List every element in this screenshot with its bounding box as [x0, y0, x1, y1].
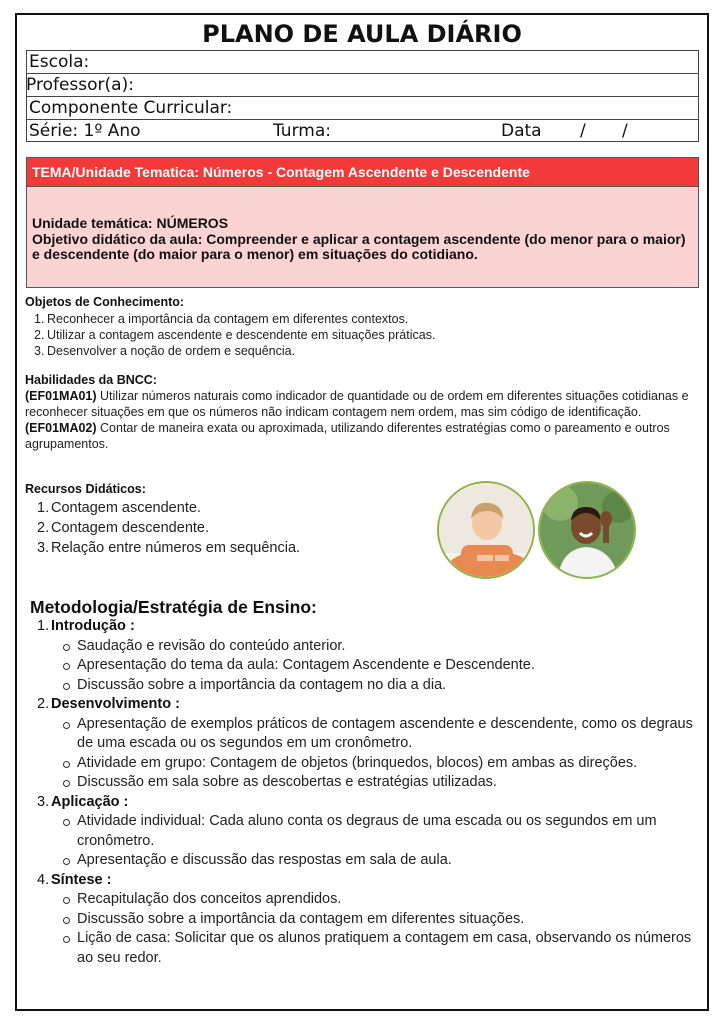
list-item: 2. Utilizar a contagem ascendente e descendente em situações práticas.	[34, 328, 436, 342]
habilidade-2: (EF01MA02) Contar de maneira exata ou aproximada, utilizando diferentes estratégias como o pareamento e outros agrupamentos.	[25, 421, 670, 451]
recursos-list	[37, 498, 300, 558]
step-label: 1. Introdução :	[37, 618, 135, 634]
list-item: 3. Desenvolver a noção de ordem e sequência.	[34, 344, 296, 358]
child-waving-photo	[538, 481, 636, 579]
metodologia-list	[37, 617, 705, 968]
list-item: Apresentação de exemplos práticos de contagem ascendente e descendente, como os degraus de uma escada ou os segundos em um cronômetro.	[37, 715, 705, 754]
step-label: 3. Aplicação :	[37, 793, 129, 810]
date-slash: /	[622, 121, 628, 141]
professor-field: Professor(a):	[27, 74, 698, 97]
serie-turma-data-row	[27, 120, 698, 143]
list-item: Apresentação do tema da aula: Contagem Ascendente e Descendente.	[37, 656, 705, 676]
list-item: Saudação e revisão do conteúdo anterior.	[37, 637, 705, 657]
data-field: Data	[501, 121, 542, 141]
list-item: 1. Contagem ascendente.	[37, 500, 201, 516]
step-label: 4. Síntese :	[37, 871, 112, 888]
unidade-tematica: Unidade temática: NÚMEROS	[32, 215, 229, 231]
list-item: Atividade em grupo: Contagem de objetos (brinquedos, blocos) em ambas as direções.	[37, 754, 705, 774]
child-writing-photo	[437, 481, 535, 579]
objetos-list	[34, 311, 435, 359]
step-desenvolvimento	[37, 695, 705, 793]
tema-bar: TEMA/Unidade Tematica: Números - Contagem Ascendente e Descendente	[27, 158, 698, 187]
list-item: Atividade individual: Cada aluno conta os degraus de uma escada ou os segundos em um cronômetro.	[37, 812, 705, 851]
step-sintese	[37, 871, 705, 969]
step-introducao	[37, 617, 705, 695]
list-item: Apresentação e discussão das respostas em sala de aula.	[37, 851, 705, 871]
habilidade-1: (EF01MA01) Utilizar números naturais como indicador de quantidade ou de ordem em diferentes situações cotidianas e reconhecer situações em que os números não indicam contagem nem ordem, mas sim código de identificação.	[25, 389, 689, 419]
list-item: Lição de casa: Solicitar que os alunos pratiquem a contagem em casa, observando os números ao seu redor.	[37, 929, 705, 968]
metodologia-heading: Metodologia/Estratégia de Ensino:	[30, 597, 317, 617]
objetivo-didatico: Objetivo didático da aula: Compreender e aplicar a contagem ascendente (do menor para o maior) e descendente (do maior para o menor) em situações do cotidiano.	[32, 230, 686, 262]
step-aplicacao	[37, 793, 705, 871]
list-item: Discussão sobre a importância da contagem no dia a dia.	[37, 676, 705, 696]
list-item: 1. Reconhecer a importância da contagem em diferentes contextos.	[34, 312, 409, 326]
list-item: Discussão sobre a importância da contagem em diferentes situações.	[37, 910, 705, 930]
objetos-heading: Objetos de Conhecimento:	[25, 295, 185, 309]
escola-field: Escola:	[27, 51, 698, 74]
list-item: 3. Relação entre números em sequência.	[37, 540, 301, 556]
step-label: 2. Desenvolvimento :	[37, 696, 180, 712]
header-form	[26, 50, 699, 142]
componente-field: Componente Curricular:	[27, 97, 698, 120]
bncc-block	[25, 388, 695, 452]
page-title: PLANO DE AULA DIÁRIO	[202, 20, 522, 48]
tema-content	[32, 216, 690, 263]
list-item: Discussão em sala sobre as descobertas e estratégias utilizadas.	[37, 773, 705, 793]
list-item: 2. Contagem descendente.	[37, 520, 209, 536]
turma-field: Turma:	[273, 121, 331, 141]
recursos-heading: Recursos Didáticos:	[25, 482, 146, 496]
serie-field: Série: 1º Ano	[29, 121, 141, 141]
list-item: Recapitulação dos conceitos aprendidos.	[37, 890, 705, 910]
date-slash: /	[580, 121, 586, 141]
tema-box	[26, 157, 699, 288]
bncc-heading: Habilidades da BNCC:	[25, 373, 157, 387]
